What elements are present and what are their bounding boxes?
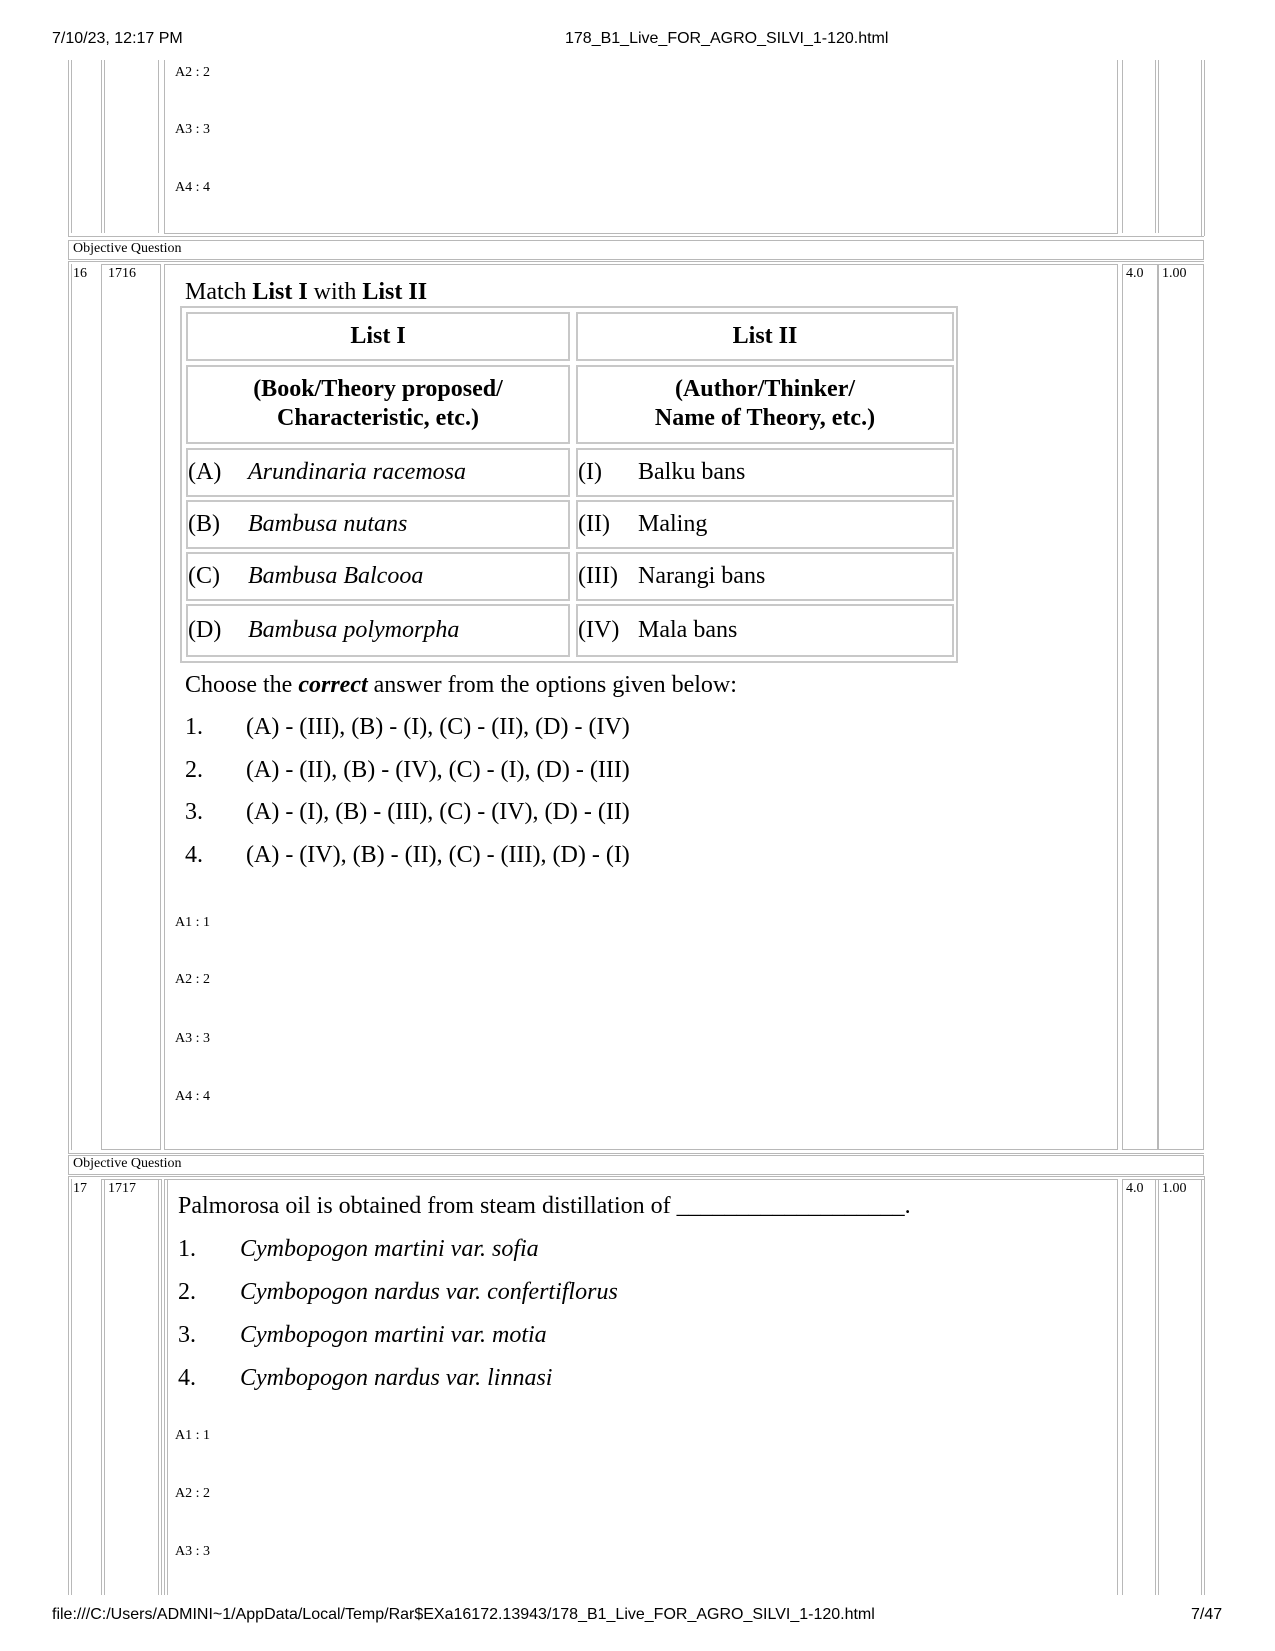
option-number: 4.	[185, 842, 203, 868]
answer-key: A2 : 2	[175, 65, 210, 80]
list-1-subheader: (Book/Theory proposed/ Characteristic, etc.)	[186, 365, 570, 444]
answer-key: A4 : 4	[175, 1089, 210, 1104]
answer-key: A3 : 3	[175, 1544, 210, 1559]
option-number: 3.	[185, 799, 203, 825]
option-text: Cymbopogon nardus var. confertiflorus	[240, 1279, 618, 1305]
question-marks: 4.0	[1126, 266, 1144, 281]
option-text: Cymbopogon martini var. motia	[240, 1322, 547, 1348]
answer-key: A1 : 1	[175, 1428, 210, 1443]
table-row: (II) Maling	[576, 500, 954, 549]
option-number: 1.	[185, 714, 203, 740]
option-number: 2.	[178, 1279, 196, 1305]
answer-key: A3 : 3	[175, 122, 210, 137]
answer-key: A3 : 3	[175, 1031, 210, 1046]
match-table	[180, 306, 958, 663]
answer-key: A4 : 4	[175, 180, 210, 195]
print-page-number: 7/47	[1191, 1606, 1223, 1623]
option-text: Cymbopogon martini var. sofia	[240, 1236, 539, 1262]
list-2-subheader: (Author/Thinker/ Name of Theory, etc.)	[576, 365, 954, 444]
section-label: Objective Question	[73, 1156, 182, 1171]
question-serial: 16	[73, 266, 87, 281]
question-intro: Match List I with List II	[185, 279, 428, 305]
question-id: 1716	[108, 266, 136, 281]
print-doc-title: 178_B1_Live_FOR_AGRO_SILVI_1-120.html	[565, 30, 889, 47]
choose-instruction: Choose the correct answer from the options given below:	[185, 672, 737, 698]
option-number: 2.	[185, 757, 203, 783]
option-number: 3.	[178, 1322, 196, 1348]
section-label: Objective Question	[73, 241, 182, 256]
option-number: 1.	[178, 1236, 196, 1262]
answer-key: A2 : 2	[175, 1486, 210, 1501]
question-negative-marks: 1.00	[1162, 1181, 1187, 1196]
option-text: (A) - (I), (B) - (III), (C) - (IV), (D) - (II)	[246, 799, 630, 825]
table-row: (III) Narangi bans	[576, 552, 954, 601]
question-id: 1717	[108, 1181, 136, 1196]
print-file-path: file:///C:/Users/ADMINI~1/AppData/Local/Temp/Rar$EXa16172.13943/178_B1_Live_FOR_AGRO_SILVI_1-120.html	[52, 1606, 875, 1623]
question-negative-marks: 1.00	[1162, 266, 1187, 281]
list-1-header: List I	[186, 312, 570, 361]
table-row: (C) Bambusa Balcooa	[186, 552, 570, 601]
table-row: (B) Bambusa nutans	[186, 500, 570, 549]
answer-key: A2 : 2	[175, 972, 210, 987]
table-row: (D) Bambusa polymorpha	[186, 604, 570, 657]
question-serial: 17	[73, 1181, 87, 1196]
option-number: 4.	[178, 1365, 196, 1391]
answer-key: A1 : 1	[175, 915, 210, 930]
question-text: Palmorosa oil is obtained from steam distillation of ___________________.	[178, 1193, 911, 1219]
option-text: (A) - (IV), (B) - (II), (C) - (III), (D) - (I)	[246, 842, 630, 868]
list-2-header: List II	[576, 312, 954, 361]
print-timestamp: 7/10/23, 12:17 PM	[52, 30, 183, 47]
table-row: (I) Balku bans	[576, 448, 954, 497]
option-text: Cymbopogon nardus var. linnasi	[240, 1365, 553, 1391]
question-marks: 4.0	[1126, 1181, 1144, 1196]
table-row: (IV) Mala bans	[576, 604, 954, 657]
option-text: (A) - (II), (B) - (IV), (C) - (I), (D) - (III)	[246, 757, 630, 783]
table-row: (A) Arundinaria racemosa	[186, 448, 570, 497]
option-text: (A) - (III), (B) - (I), (C) - (II), (D) - (IV)	[246, 714, 630, 740]
